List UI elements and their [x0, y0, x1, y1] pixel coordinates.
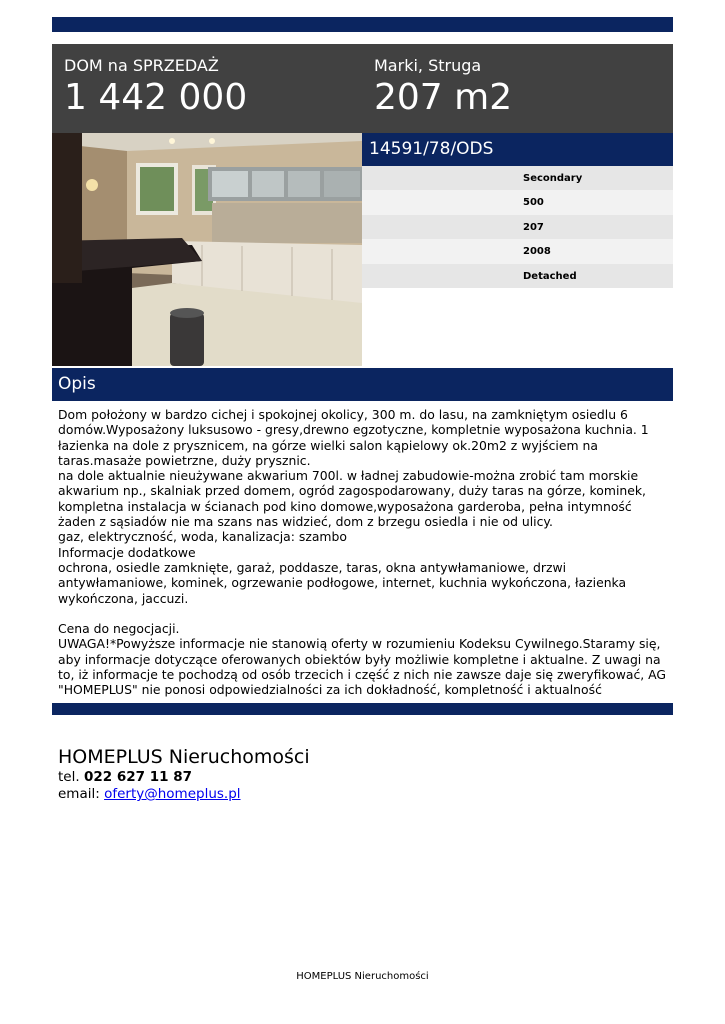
email-link[interactable]: oferty@homeplus.pl: [104, 786, 241, 802]
area: 207 m2: [374, 77, 513, 118]
details-table: [362, 166, 673, 288]
email-label: email:: [58, 786, 100, 802]
kitchen-photo-illustration: [52, 133, 362, 366]
detail-value: 2008: [523, 246, 551, 258]
company-contact: [58, 745, 310, 803]
phone-label: tel.: [58, 769, 80, 785]
detail-row-building-type: [362, 264, 673, 288]
description-body: [58, 407, 668, 698]
description-text: Dom położony w bardzo cichej i spokojnej okolicy, 300 m. do lasu, na zamkniętym osiedlu 6 domów.Wyposażony luksusowo - gresy,drewno egzotyczne, kompletnie wyposażona kuchnia. 1 łazienka na dole z prysznicem, na górze wielki salon kąpielowy ok.20m2 z wyjściem na taras.masaże powietrzne, duży prysznic. na dole aktualnie nieużywane akwarium 700l. w ładnej zabudowie-można zrobić tam morskie akwarium np., skalniak przed domem, ogród zagospodarowany, duży taras na górze, kominek, kompletna instalacja w ścianach pod kino domowe,wyposażona garderoba, pełna intymność żaden z sąsiadów nie ma szans nas widzieć, dom z brzegu osiedla i nie od ulicy. gaz, elektryczność, woda, kanalizacja: szambo Informacje dodatkowe ochrona, osiedle zamknięte, garaż, poddasze, taras, okna antywłamaniowe, drzwi antywłamaniowe, kominek, ogrzewanie podłogowe, internet, kuchnia wykończona, łazienka wykończona, jaccuzi. Cena do negocjacji. UWAGA!*Powyższe informacje nie stanowią oferty w rozumieniu Kodeksu Cywilnego.Staramy się, aby informacje dotyczące oferowanych obiektów były możliwie kompletne i aktualne. Z uwagi na to, iż informacje te pochodzą od osób trzecich i część z nich nie zawsze daje się zweryfikować, AG "HOMEPLUS" nie ponosi odpowiedzialności za ich dokładność, kompletność i aktualność: [58, 407, 667, 698]
price-block: [64, 56, 247, 120]
detail-value: Detached: [523, 270, 577, 282]
listing-header: [52, 44, 673, 133]
company-name: HOMEPLUS Nieruchomości: [58, 746, 310, 768]
detail-value: 207: [523, 221, 544, 233]
location-block: [374, 56, 512, 120]
location: Marki, Struga: [374, 56, 482, 75]
reference-number: 14591/78/ODS: [369, 139, 494, 159]
phone-number: 022 627 11 87: [83, 769, 192, 785]
phone-line: [58, 769, 310, 786]
page-footer: HOMEPLUS Nieruchomości: [296, 971, 429, 982]
detail-row: [362, 190, 673, 214]
description-header: [52, 368, 673, 401]
detail-row-year: [362, 239, 673, 263]
listing-type: DOM na SPRZEDAŻ: [64, 56, 219, 75]
email-line: [58, 786, 310, 803]
description-heading: Opis: [58, 374, 96, 394]
detail-value: 500: [523, 197, 544, 209]
reference-bar: [362, 133, 673, 166]
bottom-accent-bar: [52, 703, 673, 715]
top-accent-bar: [52, 17, 673, 32]
detail-row-market: [362, 166, 673, 190]
price: 1 442 000: [64, 77, 248, 118]
kitchen-photo: [52, 133, 362, 366]
detail-value: Secondary: [523, 173, 583, 184]
detail-row: [362, 215, 673, 239]
